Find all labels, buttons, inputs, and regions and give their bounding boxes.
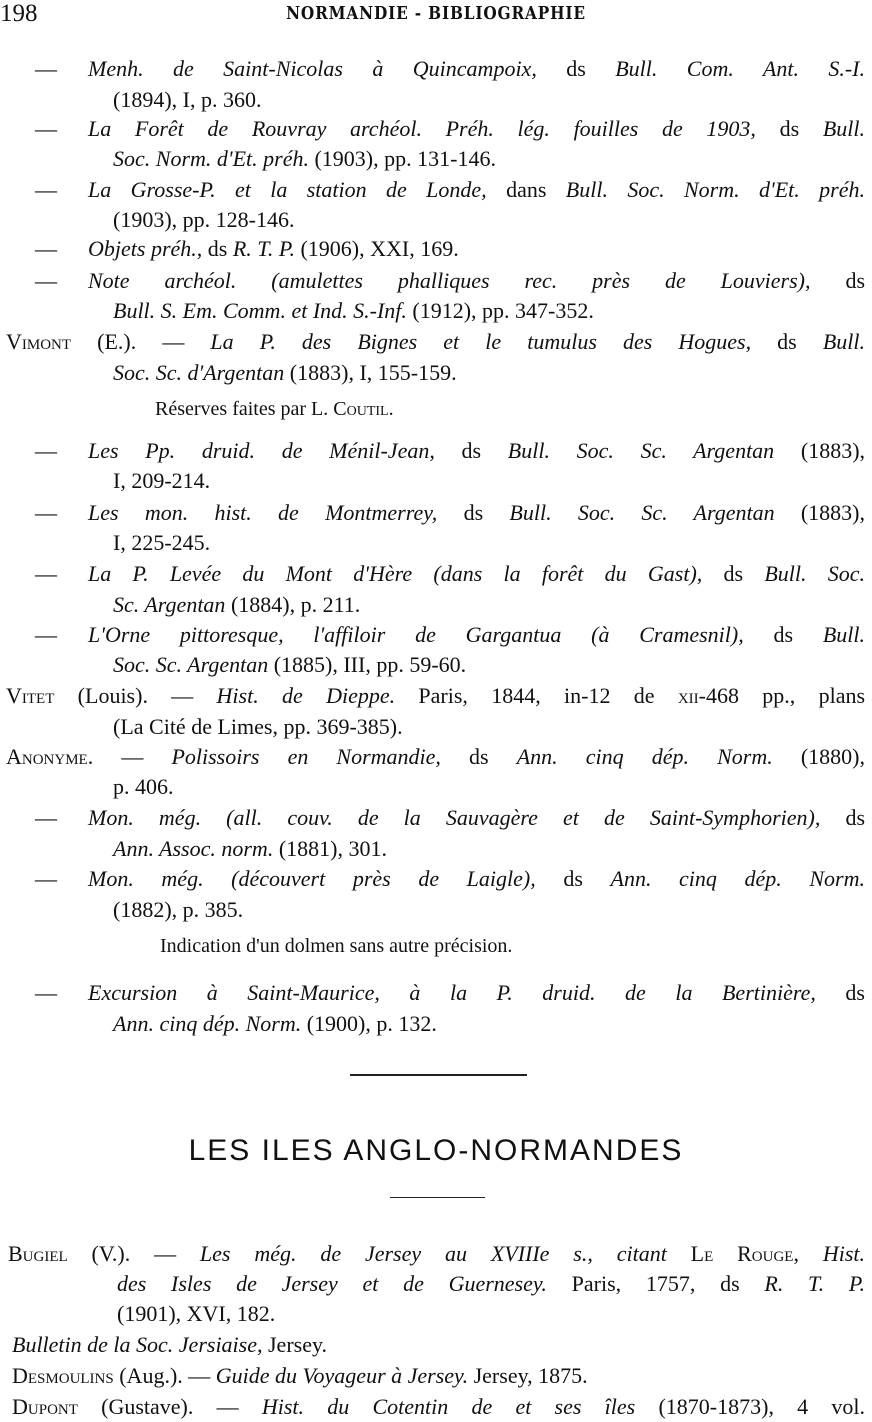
citation-text: (1900), p. 132. xyxy=(301,1011,437,1036)
entry-dash: — xyxy=(35,980,57,1005)
italic-title-text: Ann. Assoc. norm. xyxy=(113,836,274,861)
citation-text: Réserves faites par L. xyxy=(155,398,334,420)
bibliography-line xyxy=(113,592,360,618)
citation-text: (1894), I, p. 360. xyxy=(113,87,262,112)
bibliography-line xyxy=(113,146,496,172)
citation-text: (1903), pp. 128-146. xyxy=(113,207,295,232)
citation-text: (1903), pp. 131-146. xyxy=(308,146,496,171)
citation-text: ds xyxy=(535,866,611,891)
page-number: 198 xyxy=(0,0,38,27)
citation-text: ds xyxy=(820,805,866,830)
citation-text: ds xyxy=(536,56,616,81)
author-name: Vitet xyxy=(6,683,55,708)
bibliography-line xyxy=(88,177,865,203)
bibliography-line xyxy=(113,298,594,324)
citation-text: ds xyxy=(440,744,517,769)
citation-text: . — xyxy=(87,744,172,769)
citation-text: (E.). — xyxy=(71,329,211,354)
italic-title-text: Bull. S. Em. Comm. et Ind. S.-Inf. xyxy=(113,298,407,323)
title-underline xyxy=(390,1197,485,1198)
bibliography-line xyxy=(88,56,865,82)
italic-title-text: Bull. xyxy=(822,329,865,354)
author-name: Vimont xyxy=(6,329,72,354)
bibliography-line xyxy=(113,836,387,862)
entry-dash: — xyxy=(35,438,57,463)
citation-text: (1885), III, pp. 59-60. xyxy=(268,652,467,677)
citation-text: -468 pp., plans xyxy=(698,683,866,708)
citation-text: p. 406. xyxy=(113,774,174,799)
citation-text: (V.). — xyxy=(67,1241,200,1266)
bibliography-line xyxy=(88,866,865,892)
bibliography-line xyxy=(88,268,865,294)
bibliography-line xyxy=(88,438,865,464)
italic-title-text: La Forêt de Rouvray archéol. Préh. lég. fouilles de 1903, xyxy=(88,116,756,141)
italic-title-text: Bulletin de la Soc. Jersiaise, xyxy=(12,1332,263,1357)
citation-text: , ds xyxy=(196,236,233,261)
citation-text: Jersey, 1875. xyxy=(468,1363,588,1388)
italic-title-text: R. T. P. xyxy=(764,1271,865,1296)
citation-text: (Gustave). — xyxy=(77,1394,262,1419)
italic-title-text: Ann. cinq dép. Norm. xyxy=(516,744,773,769)
italic-title-text: Soc. Sc. Argentan xyxy=(113,652,269,677)
bibliography-line xyxy=(113,1011,437,1037)
bibliography-line xyxy=(88,622,865,648)
bibliography-line xyxy=(160,933,512,959)
citation-text: (Louis). — xyxy=(54,683,217,708)
citation-text: ds xyxy=(810,268,866,293)
italic-title-text: Excursion à Saint-Maurice, à la P. druid. de la Bertinière, xyxy=(88,980,816,1005)
italic-title-text: Soc. Sc. d'Argentan xyxy=(113,360,285,385)
citation-text: I, 225-245. xyxy=(113,530,211,555)
italic-title-text: Mon. még. (all. couv. de la Sauvagère et de Saint-Symphorien), xyxy=(88,805,821,830)
bibliography-line xyxy=(113,87,261,113)
citation-text: dans xyxy=(486,177,566,202)
citation-text: (1901), XVI, 182. xyxy=(117,1301,276,1326)
italic-title-text: Bull. xyxy=(822,622,866,647)
bibliography-line xyxy=(113,897,243,923)
italic-title-text: La P. des Bignes et le tumulus des Hogues, xyxy=(210,329,752,354)
entry-dash: — xyxy=(35,56,57,81)
italic-title-text: Hist. de Dieppe. xyxy=(216,683,396,708)
italic-title-text: des Isles de Jersey et de Guernesey. xyxy=(117,1271,547,1296)
entry-dash: — xyxy=(35,561,57,586)
citation-text: ds xyxy=(751,329,823,354)
citation-text: ds xyxy=(434,438,508,463)
citation-text: (1883), xyxy=(774,500,866,525)
entry-dash: — xyxy=(35,236,57,261)
citation-text: Indication d'un dolmen sans autre précision. xyxy=(160,935,513,957)
italic-title-text: La Grosse-P. et la station de Londe, xyxy=(88,177,487,202)
bibliography-line xyxy=(88,116,865,142)
italic-title-text: Bull. Com. Ant. S.-I. xyxy=(615,56,866,81)
italic-title-text: Hist. xyxy=(822,1241,865,1266)
citation-text: (1912), pp. 347-352. xyxy=(406,298,594,323)
bibliography-line xyxy=(88,561,865,587)
italic-title-text: Menh. de Saint-Nicolas à Quincampoix, xyxy=(88,56,537,81)
bibliography-line xyxy=(12,1363,588,1389)
citation-text: I, 209-214. xyxy=(113,468,211,493)
section-divider xyxy=(350,1074,527,1076)
italic-title-text: Bull. Soc. Sc. Argentan xyxy=(507,438,775,463)
section-title: LES ILES ANGLO-NORMANDES xyxy=(188,1134,684,1167)
citation-text: (1906), XXI, 169. xyxy=(294,236,459,261)
entry-dash: — xyxy=(35,866,57,891)
author-name: Desmoulins xyxy=(12,1363,114,1388)
citation-text: ds xyxy=(437,500,510,525)
bibliography-line xyxy=(113,468,210,494)
italic-title-text: R. T. P. xyxy=(232,236,295,261)
citation-text: ds xyxy=(743,622,823,647)
author-name: Anonyme xyxy=(6,744,88,769)
bibliography-line xyxy=(88,500,865,526)
bibliography-line xyxy=(88,805,865,831)
citation-text: (1883), xyxy=(774,438,866,463)
citation-text: (1870-1873), 4 vol. xyxy=(635,1394,866,1419)
entry-dash: — xyxy=(35,622,57,647)
citation-text: (1881), 301. xyxy=(273,836,387,861)
entry-dash: — xyxy=(35,177,57,202)
bibliography-line xyxy=(113,714,403,740)
citation-text: (1883), I, 155-159. xyxy=(284,360,457,385)
citation-text: (1882), p. 385. xyxy=(113,897,244,922)
bibliography-line xyxy=(6,744,865,770)
italic-title-text: Note archéol. (amulettes phalliques rec. près de Louviers), xyxy=(88,268,811,293)
running-title: NORMANDIE - BIBLIOGRAPHIE xyxy=(286,3,586,24)
italic-title-text: Bull. Soc. Sc. Argentan xyxy=(509,500,775,525)
bibliography-line xyxy=(155,396,394,422)
citation-text: ds xyxy=(815,980,865,1005)
bibliography-line xyxy=(117,1301,275,1327)
italic-title-text: La P. Levée du Mont d'Hère (dans la forêt du Gast), xyxy=(88,561,703,586)
author-name: Le Rouge xyxy=(666,1241,794,1266)
author-name: Bugiel xyxy=(8,1241,68,1266)
italic-title-text: Les mon. hist. de Montmerrey, xyxy=(88,500,438,525)
bibliography-line xyxy=(6,683,865,709)
citation-text: ds xyxy=(755,116,823,141)
italic-title-text: Objets préh. xyxy=(88,236,197,261)
entry-dash: — xyxy=(35,805,57,830)
bibliography-line xyxy=(117,1271,865,1297)
italic-title-text: Mon. még. (découvert près de Laigle), xyxy=(88,866,536,891)
italic-title-text: Sc. Argentan xyxy=(113,592,226,617)
bibliography-line xyxy=(113,774,174,800)
citation-text: Paris, 1844, in-12 de xyxy=(395,683,678,708)
author-name: xii xyxy=(677,683,699,708)
bibliography-line xyxy=(113,360,457,386)
bibliography-line xyxy=(113,530,210,556)
italic-title-text: Les Pp. druid. de Ménil-Jean, xyxy=(88,438,435,463)
citation-text: ds xyxy=(702,561,765,586)
citation-text: (La Cité de Limes, pp. 369-385). xyxy=(113,714,403,739)
italic-title-text: Bull. xyxy=(822,116,865,141)
italic-title-text: Bull. Soc. Norm. d'Et. préh. xyxy=(565,177,865,202)
citation-text: Jersey. xyxy=(262,1332,328,1357)
italic-title-text: Ann. cinq dép. Norm. xyxy=(610,866,865,891)
italic-title-text: Bull. Soc. xyxy=(764,561,865,586)
entry-dash: — xyxy=(35,116,57,141)
citation-text: (1880), xyxy=(772,744,866,769)
bibliography-line xyxy=(8,1241,865,1267)
citation-text: (Aug.). — xyxy=(113,1363,216,1388)
citation-text: , xyxy=(793,1241,823,1266)
bibliography-line xyxy=(113,207,294,233)
bibliography-line xyxy=(6,329,865,355)
italic-title-text: Les még. de Jersey au XVIIIe s., citant xyxy=(199,1241,667,1266)
italic-title-text: Polissoirs en Normandie, xyxy=(171,744,441,769)
italic-title-text: L'Orne pittoresque, l'affiloir de Gargantua (à Cramesnil), xyxy=(88,622,744,647)
bibliography-line xyxy=(12,1394,865,1420)
bibliography-line xyxy=(88,980,865,1006)
italic-title-text: Guide du Voyageur à Jersey. xyxy=(215,1363,469,1388)
italic-title-text: Ann. cinq dép. Norm. xyxy=(113,1011,302,1036)
italic-title-text: Hist. du Cotentin de et ses îles xyxy=(261,1394,636,1419)
entry-dash: — xyxy=(35,268,57,293)
bibliography-line xyxy=(113,652,466,678)
bibliography-line xyxy=(12,1332,327,1358)
italic-title-text: Soc. Norm. d'Et. préh. xyxy=(113,146,309,171)
citation-text: Paris, 1757, ds xyxy=(546,1271,765,1296)
author-name: Dupont xyxy=(12,1394,78,1419)
bibliography-line xyxy=(88,236,459,262)
entry-dash: — xyxy=(35,500,57,525)
citation-text: (1884), p. 211. xyxy=(225,592,361,617)
author-name: Coutil. xyxy=(333,398,394,420)
